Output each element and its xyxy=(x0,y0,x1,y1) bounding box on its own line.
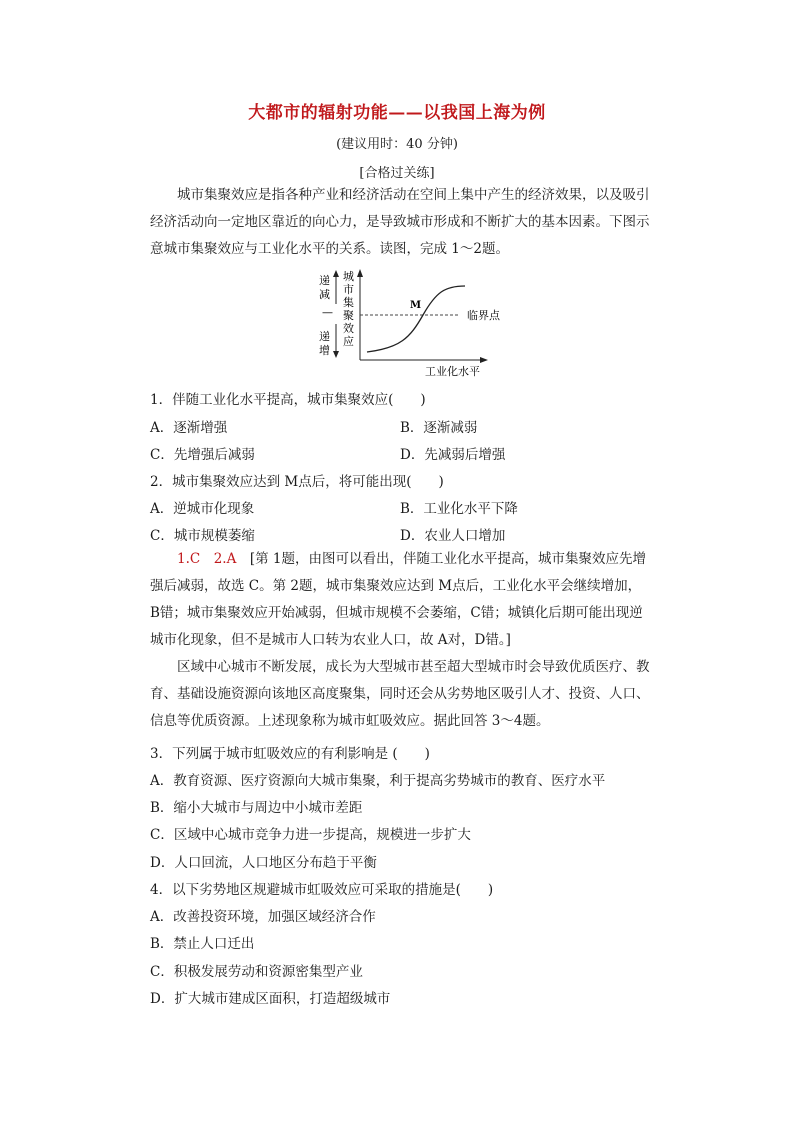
answer-explanation-1-2 xyxy=(150,546,650,654)
answer-text-1-2: [第 1题，由图可以看出，伴随工业化水平提高，城市集聚效应先增强后减弱，故选 C。第 2题，城市集聚效应达到 M点后，工业化水平会继续增加，B错；城市集聚效应开始减弱，但城市规模不会萎缩，C错；城镇化后期可能出现逆城市化现象，但不是城市人口转为农业人口，故 A对，D错。] xyxy=(150,551,646,648)
intro-paragraph-1: 城市集聚效应是指各种产业和经济活动在空间上集中产生的经济效果，以及吸引经济活动向一定地区靠近的向心力，是导致城市形成和不断扩大的基本因素。下图示意城市集聚效应与工业化水平的关系。读图，完成 1～2题。 xyxy=(150,187,650,257)
ylabel-char-6: 应 xyxy=(343,335,354,348)
question-1-option-b: B．逐渐减弱 xyxy=(400,420,478,436)
question-3-option-c: C．区域中心城市竞争力进一步提高，规模进一步扩大 xyxy=(150,827,471,843)
question-4-option-c: C．积极发展劳动和资源密集型产业 xyxy=(150,964,363,980)
question-4-option-b: B．禁止人口迁出 xyxy=(150,936,255,952)
decrease-char-1: 递 xyxy=(319,274,330,287)
question-2-option-a: A．逆城市化现象 xyxy=(150,501,255,517)
increase-arrowhead xyxy=(333,351,339,358)
ylabel-char-1: 城 xyxy=(343,270,354,283)
agglomeration-figure xyxy=(305,268,515,378)
question-3-stem: 3．下列属于城市虹吸效应的有利影响是 ( ) xyxy=(150,746,430,762)
ylabel-char-5: 效 xyxy=(343,322,354,335)
x-axis-label: 工业化水平 xyxy=(425,365,480,378)
page-title: 大都市的辐射功能——以我国上海为例 xyxy=(248,103,546,123)
question-4-option-d: D．扩大城市建成区面积，打造超级城市 xyxy=(150,991,391,1007)
question-2-option-d: D．农业人口增加 xyxy=(400,528,506,544)
separator-dash: — xyxy=(322,306,333,319)
increase-char-1: 递 xyxy=(319,330,330,343)
question-1-option-a: A．逐渐增强 xyxy=(150,420,228,436)
question-1-option-c: C．先增强后减弱 xyxy=(150,447,255,463)
figure-svg xyxy=(305,268,515,378)
y-axis-arrowhead xyxy=(357,269,363,277)
question-2-stem: 2．城市集聚效应达到 M点后，将可能出现( ) xyxy=(150,474,444,490)
question-1-stem: 1．伴随工业化水平提高，城市集聚效应( ) xyxy=(150,392,426,408)
question-4-stem: 4．以下劣势地区规避城市虹吸效应可采取的措施是( ) xyxy=(150,882,494,898)
point-m-label: M xyxy=(410,300,422,311)
ylabel-char-3: 集 xyxy=(343,296,354,309)
section-heading: [合格过关练] xyxy=(359,166,435,181)
ylabel-char-2: 市 xyxy=(343,283,354,296)
decrease-arrowhead xyxy=(333,270,339,277)
x-axis-arrowhead xyxy=(480,357,488,363)
question-3-option-b: B．缩小大城市与周边中小城市差距 xyxy=(150,800,363,816)
answer-key-1-2: 1.C 2.A xyxy=(177,551,237,567)
ylabel-char-4: 聚 xyxy=(343,309,354,322)
threshold-label: 临界点 xyxy=(467,309,500,322)
intro-paragraph-2: 区域中心城市不断发展，成长为大型城市甚至超大型城市时会导致优质医疗、教育、基础设施资源向该地区高度聚集，同时还会从劣势地区吸引人才、投资、人口、信息等优质资源。上述现象称为城市虹吸效应。据此回答 3～4题。 xyxy=(150,659,650,729)
question-3-option-a: A．教育资源、医疗资源向大城市集聚，利于提高劣势城市的教育、医疗水平 xyxy=(150,773,606,789)
increase-char-2: 增 xyxy=(319,344,330,357)
question-2-option-c: C．城市规模萎缩 xyxy=(150,528,255,544)
question-1-option-d: D．先减弱后增强 xyxy=(400,447,506,463)
agglomeration-curve xyxy=(367,286,465,352)
suggested-time: (建议用时：40 分钟) xyxy=(336,137,458,152)
question-2-option-b: B．工业化水平下降 xyxy=(400,501,518,517)
question-3-option-d: D．人口回流，人口地区分布趋于平衡 xyxy=(150,855,377,871)
question-4-option-a: A．改善投资环境，加强区域经济合作 xyxy=(150,909,376,925)
decrease-char-2: 减 xyxy=(319,288,330,301)
